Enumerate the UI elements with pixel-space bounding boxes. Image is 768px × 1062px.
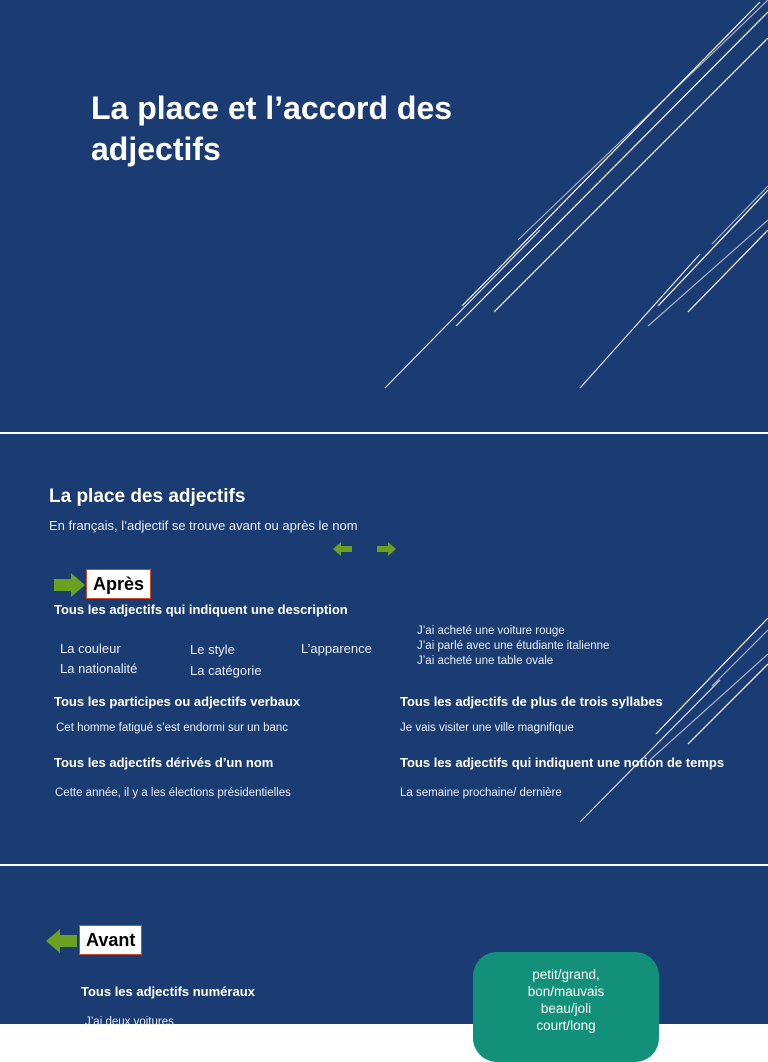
deco-line [650, 654, 768, 760]
avant-slide [0, 866, 768, 1033]
arrow-left-icon [46, 928, 78, 954]
arrow-right-icon [53, 572, 85, 598]
arrow-left-icon [333, 541, 353, 557]
deco-line [494, 38, 768, 312]
deco-line [688, 664, 768, 744]
example-line: J’ai acheté une voiture rouge [417, 625, 565, 637]
category-style: Le style [190, 642, 235, 657]
deco-line [688, 230, 768, 312]
example-derives: Cette année, il y a les élections présidentielles [55, 787, 291, 799]
deco-line [648, 220, 768, 326]
deco-line [518, 0, 768, 240]
category-categorie: La catégorie [190, 663, 262, 678]
decorative-lines [0, 0, 768, 432]
deco-line [712, 630, 768, 686]
category-couleur: La couleur [60, 641, 121, 656]
section-heading: La place des adjectifs [49, 486, 246, 507]
description-rule: Tous les adjectifs qui indiquent une description [54, 602, 348, 617]
adjective-placement-slide [0, 434, 768, 864]
example-syllabes: Je vais visiter une ville magnifique [400, 722, 574, 734]
pill-line: court/long [536, 1018, 596, 1033]
example-participes: Cet homme fatigué s’est endormi sur un banc [56, 722, 289, 734]
deco-line [656, 618, 768, 734]
deco-line [658, 190, 768, 306]
deco-line [385, 230, 540, 388]
example-line: J’ai parlé avec une étudiante italienne [417, 640, 610, 652]
title-slide [0, 0, 768, 432]
rule-syllabes: Tous les adjectifs de plus de trois syllabes [400, 694, 663, 709]
example-temps: La semaine prochaine/ dernière [400, 787, 562, 799]
rule-participes: Tous les participes ou adjectifs verbaux [54, 694, 301, 709]
deco-line [580, 254, 700, 388]
arrow-right-icon [376, 541, 396, 557]
example-numeraux: J’ai deux voitures [85, 1016, 174, 1028]
example-line: J’ai acheté une table ovale [417, 655, 554, 667]
pill-line: petit/grand, [532, 967, 600, 982]
slide-title: La place et l’accord des adjectifs [91, 90, 453, 167]
deco-line [712, 186, 768, 244]
category-apparence: L’apparence [301, 641, 372, 656]
rule-numeraux: Tous les adjectifs numéraux [81, 984, 255, 999]
section-subtitle: En français, l’adjectif se trouve avant ou après le nom [49, 518, 358, 533]
avant-label: Avant [79, 925, 142, 955]
apres-label: Après [86, 569, 151, 599]
rule-derives: Tous les adjectifs dérivés d’un nom [54, 755, 274, 770]
pill-line: beau/joli [540, 1001, 592, 1016]
pill-line: bon/mauvais [527, 984, 605, 999]
category-nationalite: La nationalité [60, 661, 138, 676]
rule-temps: Tous les adjectifs qui indiquent une notion de temps [400, 755, 725, 770]
adjective-pairs-box [473, 952, 659, 1062]
